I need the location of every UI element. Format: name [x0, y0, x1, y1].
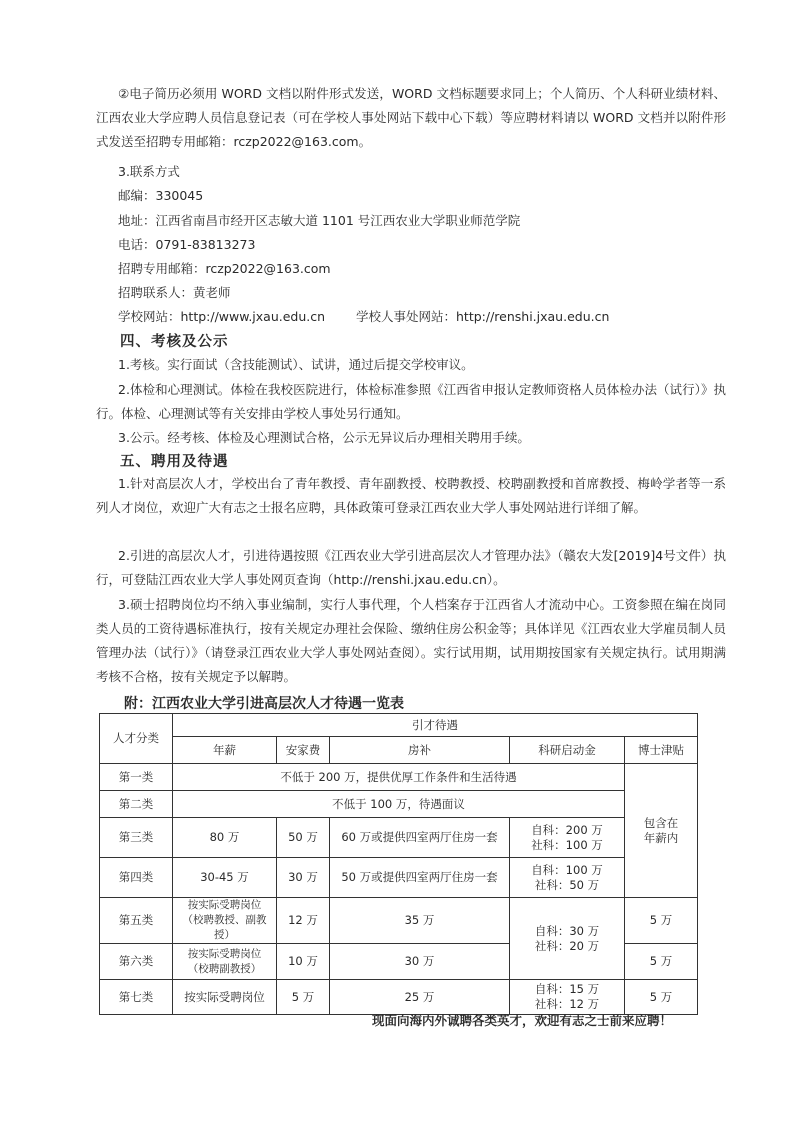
header-settle-fee: 安家费 [277, 737, 330, 764]
row1-category: 第一类 [100, 764, 173, 791]
contact-email: 招聘专用邮箱：rczp2022@163.com [118, 261, 331, 276]
contact-person: 招聘联系人：黄老师 [118, 285, 231, 300]
row4-category: 第四类 [100, 858, 173, 898]
header-salary: 年薪 [173, 737, 277, 764]
row5-settle-fee: 12 万 [277, 898, 330, 944]
row3-research-fund: 自科：200 万 社科：100 万 [510, 818, 625, 858]
contact-postcode: 邮编：330045 [118, 188, 204, 203]
school-website: 学校网站：http://www.jxau.edu.cn [118, 309, 326, 324]
header-research-fund: 科研启动金 [510, 737, 625, 764]
row5-phd-allowance: 5 万 [625, 898, 698, 944]
talent-benefits-table [99, 713, 698, 1015]
contact-heading: 3.联系方式 [118, 164, 180, 179]
hr-website: 学校人事处网站：http://renshi.jxau.edu.cn [356, 309, 610, 324]
row3-settle-fee: 50 万 [277, 818, 330, 858]
row7-settle-fee: 5 万 [277, 980, 330, 1015]
row3-salary: 80 万 [173, 818, 277, 858]
header-category: 人才分类 [100, 714, 173, 764]
phd-allowance-merged: 包含在 年薪内 [625, 764, 698, 898]
row3-housing: 60 万或提供四室两厅住房一套 [330, 818, 510, 858]
section4-item-1: 1.考核。实行面试（含技能测试）、试讲，通过后提交学校审议。 [118, 357, 474, 372]
row2-category: 第二类 [100, 791, 173, 818]
row5-6-research-fund: 自科：30 万 社科：20 万 [510, 898, 625, 980]
row4-salary: 30-45 万 [173, 858, 277, 898]
row6-housing: 30 万 [330, 944, 510, 980]
row2-benefits: 不低于 100 万，待遇面议 [173, 791, 625, 818]
row7-research-fund: 自科：15 万 社科：12 万 [510, 980, 625, 1015]
header-phd-allowance: 博士津贴 [625, 737, 698, 764]
row3-category: 第三类 [100, 818, 173, 858]
contact-address: 地址：江西省南昌市经开区志敏大道 1101 号江西农业大学职业师范学院 [118, 213, 521, 228]
section4-title: 四、考核及公示 [120, 334, 229, 350]
row5-category: 第五类 [100, 898, 173, 944]
section5-item-3: 3.硕士招聘岗位均不纳入事业编制，实行人事代理，个人档案存于江西省人才流动中心。工资参照在编在岗同类人员的工资待遇标准执行，按有关规定办理社会保险、缴纳住房公积金等；具体详见《江西农业大学雇员制人员管理办法（试行）》（请登录江西农业大学人事处网站查阅）。实行试用期，试用期按国家有关规定执行。试用期满考核不合格，按有关规定予以解聘。 [96, 597, 726, 684]
section4-item-2: 2.体检和心理测试。体检在我校医院进行，体检标准参照《江西省申报认定教师资格人员体检办法（试行）》执行。体检、心理测试等有关安排由学校人事处另行通知。 [96, 382, 726, 421]
row7-phd-allowance: 5 万 [625, 980, 698, 1015]
row4-research-fund: 自科：100 万 社科：50 万 [510, 858, 625, 898]
section5-title: 五、聘用及待遇 [120, 454, 229, 470]
row4-housing: 50 万或提供四室两厅住房一套 [330, 858, 510, 898]
row7-salary: 按实际受聘岗位 [173, 980, 277, 1015]
row6-category: 第六类 [100, 944, 173, 980]
section5-item-1: 1.针对高层次人才，学校出台了青年教授、青年副教授、校聘教授、校聘副教授和首席教授、梅岭学者等一系列人才岗位，欢迎广大有志之士报名应聘，具体政策可登录江西农业大学人事处网站进行详细了解。 [96, 476, 726, 515]
row6-salary: 按实际受聘岗位 （校聘副教授） [173, 944, 277, 980]
header-housing: 房补 [330, 737, 510, 764]
row4-settle-fee: 30 万 [277, 858, 330, 898]
row1-benefits: 不低于 200 万，提供优厚工作条件和生活待遇 [173, 764, 625, 791]
row6-settle-fee: 10 万 [277, 944, 330, 980]
closing-statement: 现面向海内外诚聘各类英才，欢迎有志之士前来应聘！ [372, 1013, 673, 1028]
header-benefits-group: 引才待遇 [173, 714, 698, 737]
row5-salary: 按实际受聘岗位 （校聘教授、副教授） [173, 898, 277, 944]
attachment-title: 附：江西农业大学引进高层次人才待遇一览表 [124, 696, 404, 712]
section3-item2-paragraph: ②电子简历必须用 WORD 文档以附件形式发送，WORD 文档标题要求同上；个人简历、个人科研业绩材料、江西农业大学应聘人员信息登记表（可在学校人事处网站下载中心下载）等应聘材料请以 WORD 文档并以附件形式发送至招聘专用邮箱：rczp2022@163.com。 [96, 86, 726, 149]
row5-housing: 35 万 [330, 898, 510, 944]
row7-housing: 25 万 [330, 980, 510, 1015]
contact-phone: 电话：0791-83813273 [118, 237, 256, 252]
row7-category: 第七类 [100, 980, 173, 1015]
section5-item-2: 2.引进的高层次人才，引进待遇按照《江西农业大学引进高层次人才管理办法》（赣农大发[2019]4号文件）执行，可登陆江西农业大学人事处网页查询（http://renshi.jxau.edu.cn）。 [96, 548, 726, 587]
row6-phd-allowance: 5 万 [625, 944, 698, 980]
section4-item-3: 3.公示。经考核、体检及心理测试合格，公示无异议后办理相关聘用手续。 [118, 430, 530, 445]
